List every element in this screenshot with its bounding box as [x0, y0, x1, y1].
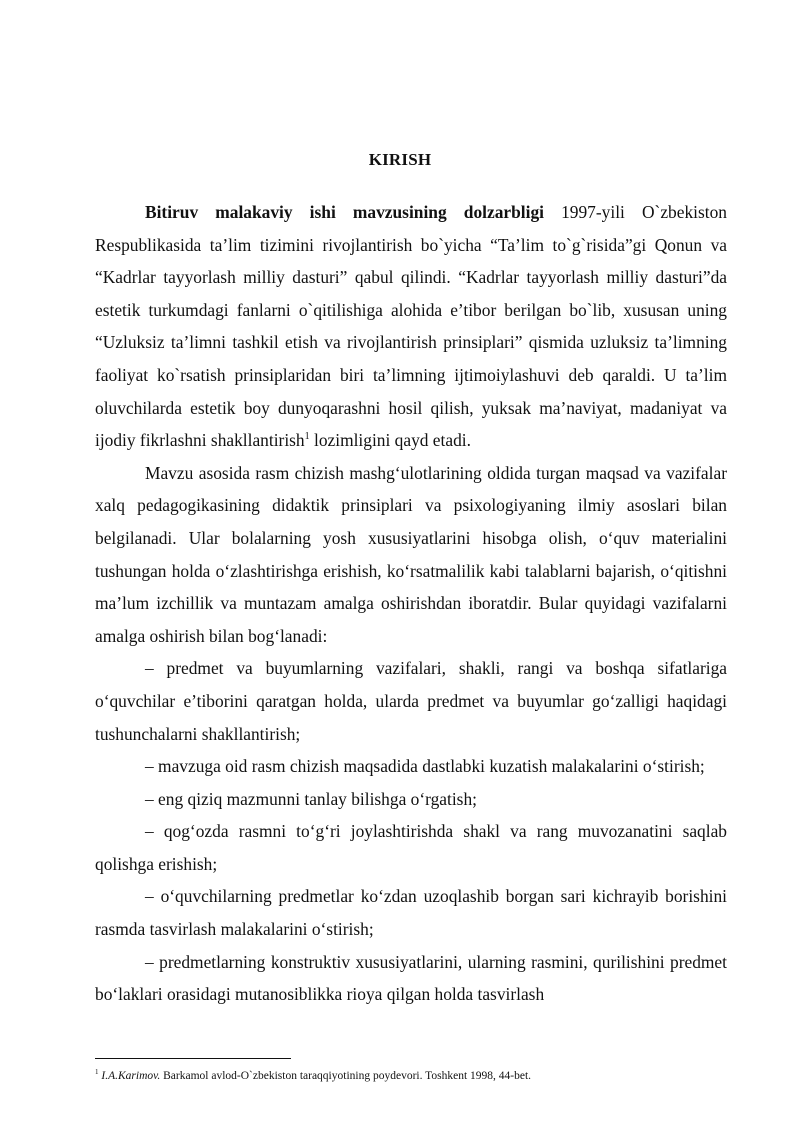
footnote-author: I.A.Karimov. — [101, 1070, 161, 1082]
paragraph-lead-heading: Bitiruv malakaviy ishi mavzusining dolzarbligi — [145, 202, 544, 222]
paragraph-text-tail: lozimligini qayd etadi. — [309, 430, 471, 451]
list-item: – predmet va buyumlarning vazifalari, shakli, rangi va boshqa sifatlariga o‘quvchilar e’tiborini qaratgan holda, ularda predmet va buyumlar go‘zalligi haqidagi tushunchalarni shakllantirish; — [95, 658, 727, 744]
list-item: – o‘quvchilarning predmetlar ko‘zdan uzoqlashib borgan sari kichrayib borishini rasmda tasvirlash malakalarini o‘stirish; — [95, 886, 727, 940]
document-body — [95, 196, 727, 1011]
list-item: – predmetlarning konstruktiv xususiyatlarini, ularning rasmini, qurilishini predmet bo‘laklari orasidagi mutanosiblikka rioya qilgan holda tasvirlash — [95, 951, 727, 1005]
footnote-text: Barkamol avlod-O`zbekiston taraqqiyotining poydevori. Toshkent 1998, 44-bet. — [160, 1070, 532, 1082]
paragraph-intro — [95, 196, 727, 457]
page-title: KIRISH — [368, 150, 432, 169]
list-item: – qog‘ozda rasmni to‘g‘ri joylashtirishda shakl va rang muvozanatini saqlab qolishga erishish; — [95, 821, 727, 874]
footnote — [95, 1068, 735, 1084]
list-item: – mavzuga oid rasm chizish maqsadida dastlabki kuzatish malakalarini o‘stirish; — [145, 756, 705, 777]
paragraph-tasks-intro: Mavzu asosida rasm chizish mashg‘ulotlarining oldida turgan maqsad va vazifalar xalq pedagogikasining didaktik prinsiplari va psixologiyaning ilmiy asoslari bilan belgilanadi. Ular bolalarning yosh xususiyatlarini hisobga olish, o‘quv materialini tushungan holda o‘zlashtirishga erishish, ko‘rsatmalilik kabi talablarni bajarish, o‘qitishni ma’lum izchillik va muntazam amalga oshirishdan iboratdir. Bular quyidagi vazifalarni amalga oshirish bilan bog‘lanadi: — [95, 462, 727, 646]
footnote-reference: 1 — [304, 431, 310, 443]
footnote-marker: 1 — [95, 1068, 99, 1077]
footnote-divider — [95, 1058, 291, 1059]
paragraph-text: 1997-yili O`zbekiston Respublikasida ta’lim tizimini rivojlantirish bo`yicha “Ta’lim to`g`risida”gi Qonun va “Kadrlar tayyorlash milliy dasturi” qabul qilindi. “Kadrlar tayyorlash milliy dasturi”da estetik turkumdagi fanlarni o`qitilishiga alohida e’tibor berilgan bo`lib, xususan uning “Uzluksiz ta’limni tashkil etish va rivojlantirish prinsiplari” qismida uzluksiz ta’limning faoliyat ko`rsatish prinsiplaridan biri ta’limning ijtimoiylashuvi deb qaraldi. U ta’lim oluvchilarda estetik boy dunyoqarashni hosil qilish, yuksak ma’naviyat, madaniyat va ijodiy fikrlashni shakllantirish — [95, 202, 727, 451]
list-item: – eng qiziq mazmunni tanlay bilishga o‘rgatish; — [145, 788, 477, 809]
